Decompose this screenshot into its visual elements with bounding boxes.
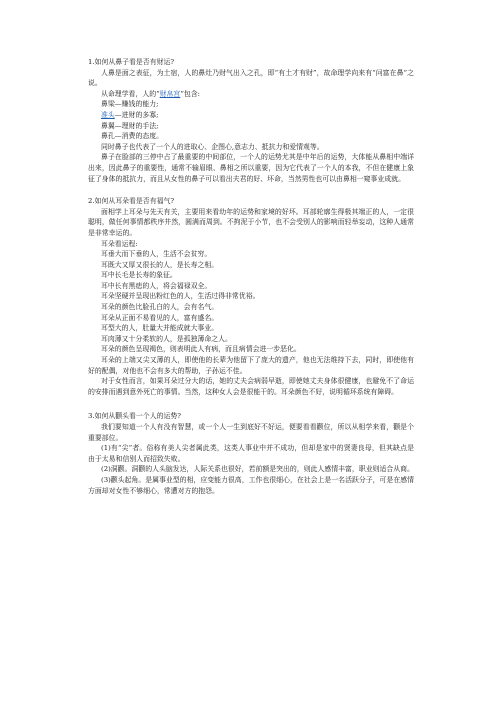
nose-item-nostrils: 鼻孔—消费的态度。 [101,132,164,141]
ear-item: 耳中长有黑痣的人，将会福禄双全。 [101,281,212,290]
section1-paragraph-2: 同时鼻子也代表了一个人的进取心、企图心,意志力、抵抗力和爱情观等。 [101,142,324,151]
nose-item-wings: 鼻翼—理财的手法; [101,121,159,130]
section1-paragraph-1: 人鼻是面之表征，为土宿，人的鼻灶乃财气出入之孔，即“有土才有财”，故命理学向来有“问富在鼻”之说。 [88,68,414,88]
section2-paragraph-1: 面相学上耳朵与先天有关，主要用来看幼年的运势和家境的好坏。耳部轮廓生得极其端正的人，一定很聪明，做任何事情都秩序井然，圆满而周到。不拘泥于小节，也不会受别人的影响而轻举妄动，这种人通常是非常幸运的。 [88,207,414,237]
section1-title: 1.如何从鼻子看是否有财运? [88,58,175,66]
caibo-palace-link[interactable]: 财帛宫 [159,89,181,98]
section2-paragraph-3: 对于女性而言，如果耳朵过分大的话，她的丈夫会病弱早逝，即使她丈夫身体很健康，也避免不了命运的安排而遇到意外死亡的事情。当然，这种女人会是很能干的。耳朵颜色不好，说明循环系统有障碍。 [88,377,414,396]
section3-title: 3.如何从颧头看一个人的运势? [88,412,181,421]
section-gap [88,184,414,196]
forehead-item-3: (3)颧头起角。是属事业型的相，应变能力很高，工作也很细心，在社会上是一名活跃分子，可是在感情方面却对女性不够细心，常遭对方的抱怨。 [88,475,414,495]
section1-intro-prefix: 从命理学看，人的“ [101,89,160,98]
ear-item: 耳朵从正面不易看见的人，富有盛名。 [101,313,219,322]
forehead-item-1: (1)有“尖”者。俗称有美人尖者属此类，这类人事业中并不成功，但却是家中的贤妻良母，但其缺点是由于太易和信别人而招致失败。 [88,444,414,463]
section-gap [88,397,414,411]
section2-intro: 耳朵看运程: [101,239,138,248]
forehead-item-2: (2)洞颧。洞颧的人头脑发达，人际关系也很好，若前额是突出的，则此人感情丰富，职业则适合从商。 [101,465,414,474]
section1-intro-suffix: ”包含: [180,89,200,98]
nose-item-tip [88,110,414,121]
ear-item: 耳朵坚硬并呈现出粉红色的人，生活过得非常优裕。 [101,292,260,301]
nose-item-bridge: 鼻梁—赚钱的能力; [101,100,159,109]
section3-paragraph-1: 我们要知道一个人有没有智慧，或一个人一生到底好不好运，便要看看颧位，所以从相学来看，颧是个重要部位。 [88,423,414,442]
section2-paragraph-2: 耳朵的上端又尖又薄的人，即使他的长辈为他留下了庞大的遗产，他也无法维持下去，同时，即使他有好的配偶，对他也不会有多大的帮助，子孙运不佳。 [88,356,414,375]
section2-title: 2.如何从耳朵看是否有福气? [88,197,175,206]
section1-paragraph-3: 鼻子在脸部的三停中占了最重要的中间部位，一个人的运势尤其是中年后的运势，大体能从鼻相中端详出来，因此鼻子的重要性，通常不输眉眼、鼻相之所以重要，因为它代表了一个人的本我，不但在健康上象征了身体的抵抗力，而且从女性的鼻子可以看出夫君的好、坏命，当然男性也可以由鼻相一窥事业成就。 [88,153,414,183]
ear-item: 耳朵的颜色比脸孔白的人，会有名气。 [101,303,219,312]
ear-item: 耳中长毛是长寿的象征。 [101,271,177,280]
ear-item: 耳既大又厚又很长的人，是长寿之相。 [101,260,219,269]
section1-intro [88,89,414,100]
document-page [88,57,414,496]
ear-item: 耳肉薄又十分柔软的人，是孤独薄命之人。 [101,334,232,343]
zhuntou-link[interactable]: 准头 [101,110,115,119]
ear-item: 耳型大的人，肚量大并能成就大事业。 [101,324,219,333]
ear-item: 耳朵的颜色呈现褐色，则表明此人有病，而且病情会进一步恶化。 [101,345,301,354]
ear-item: 耳垂大而下垂的人，生活不会贫穷。 [101,250,212,259]
nose-item-tip-text: —进财的多寡; [114,110,159,119]
